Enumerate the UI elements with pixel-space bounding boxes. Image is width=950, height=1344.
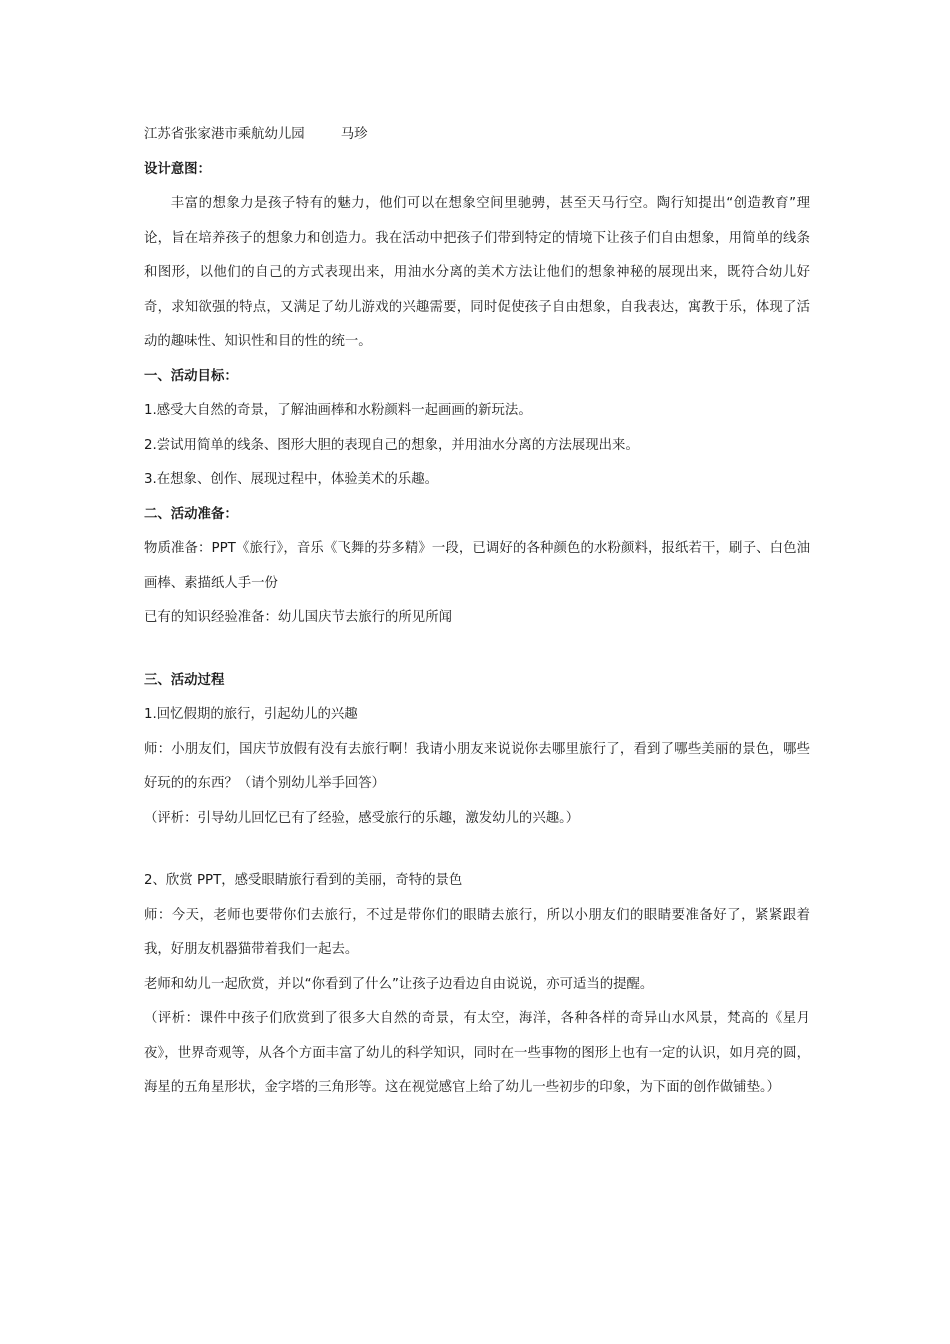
school-name: 江苏省张家港市乘航幼儿园 bbox=[144, 127, 305, 142]
preparation-heading: 二、活动准备： bbox=[144, 506, 238, 522]
step1-teacher-speech: 师：小朋友们，国庆节放假有没有去旅行啊！我请小朋友来说说你去哪里旅行了，看到了哪些美丽的景色，哪些好玩的的东西？（请个别幼儿举手回答） bbox=[144, 741, 810, 791]
process-heading: 三、活动过程 bbox=[144, 672, 225, 688]
step1-comment: （评析：引导幼儿回忆已有了经验，感受旅行的乐趣，激发幼儿的兴趣。） bbox=[144, 810, 580, 826]
author-name: 马珍 bbox=[340, 127, 368, 142]
goal-item-2: 2.尝试用简单的线条、图形大胆的表现自己的想象，并用油水分离的方法展现出来。 bbox=[144, 437, 639, 453]
header-line bbox=[144, 118, 810, 153]
goal-item-1: 1.感受大自然的奇景，了解油画棒和水粉颜料一起画画的新玩法。 bbox=[144, 403, 532, 418]
goal-item-3: 3.在想象、创作、展现过程中，体验美术的乐趣。 bbox=[144, 472, 438, 487]
step1-title: 1.回忆假期的旅行，引起幼儿的兴趣 bbox=[144, 707, 358, 722]
knowledge-preparation: 已有的知识经验准备：幼儿国庆节去旅行的所见所闻 bbox=[144, 610, 452, 625]
goals-heading: 一、活动目标： bbox=[144, 368, 238, 384]
material-preparation: 物质准备：PPT《旅行》，音乐《飞舞的芬多精》一段，已调好的各种颜色的水粉颜料，报纸若干，刷子、白色油画棒、素描纸人手一份 bbox=[144, 541, 810, 591]
design-intent-text: 丰富的想象力是孩子特有的魅力，他们可以在想象空间里驰骋，甚至天马行空。陶行知提出“创造教育”理论，旨在培养孩子的想象力和创造力。我在活动中把孩子们带到特定的情境下让孩子们自由想象，用简单的线条和图形，以他们的自己的方式表现出来，用油水分离的美术方法让他们的想象神秘的展现出来，既符合幼儿好奇，求知欲强的特点，又满足了幼儿游戏的兴趣需要，同时促使孩子自由想象，自我表达，寓教于乐，体现了活动的趣味性、知识性和目的性的统一。 bbox=[144, 196, 810, 349]
design-intent-heading: 设计意图： bbox=[144, 161, 211, 177]
step2-comment: （评析：课件中孩子们欣赏到了很多大自然的奇景，有太空，海洋，各种各样的奇异山水风景，梵高的《星月夜》，世界奇观等，从各个方面丰富了幼儿的科学知识，同时在一些事物的图形上也有一定的认识，如月亮的圆，海星的五角星形状，金字塔的三角形等。这在视觉感官上给了幼儿一些初步的印象，为下面的创作做铺垫。） bbox=[144, 1011, 810, 1095]
blank-line bbox=[144, 836, 810, 864]
document-page bbox=[144, 118, 810, 1106]
step2-together: 老师和幼儿一起欣赏，并以“你看到了什么”让孩子边看边自由说说，亦可适当的提醒。 bbox=[144, 976, 654, 992]
step2-title: 2、欣赏 PPT，感受眼睛旅行看到的美丽，奇特的景色 bbox=[144, 873, 463, 888]
step2-teacher-speech: 师：今天，老师也要带你们去旅行，不过是带你们的眼睛去旅行，所以小朋友们的眼睛要准备好了，紧紧跟着我，好朋友机器猫带着我们一起去。 bbox=[144, 907, 810, 957]
blank-line bbox=[144, 636, 810, 664]
